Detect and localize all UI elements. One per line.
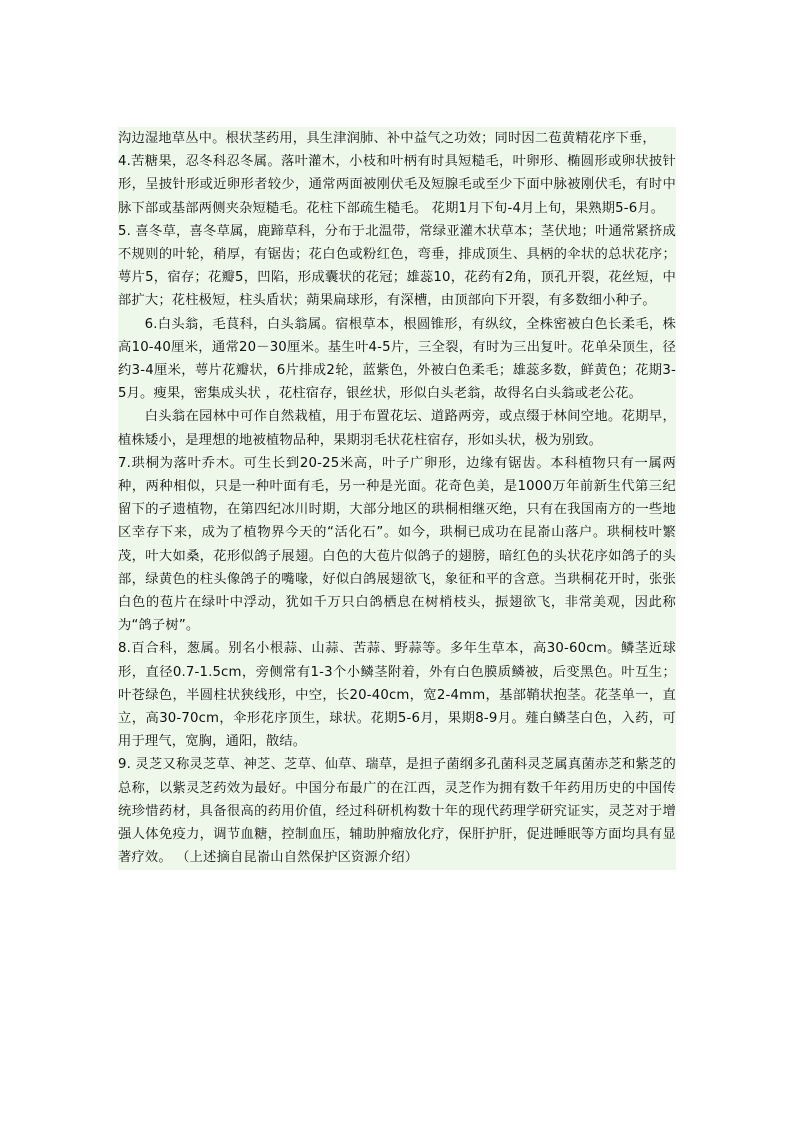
document-body: [118, 127, 676, 870]
paragraph-4: 6.白头翁，毛茛科，白头翁属。宿根草本，根圆锥形，有纵纹，全株密被白色长柔毛，株高10-40厘米，通常20－30厘米。基生叶4-5片，三全裂，有时为三出复叶。花单朵顶生，径约3-4厘米，萼片花瓣状，6片排成2轮，蓝紫色，外被白色柔毛；雄蕊多数，鲜黄色；花期3-5月。瘦果，密集成头状 ，花柱宿存，银丝状，形似白头老翁，故得名白头翁或老公花。: [118, 316, 676, 402]
paragraph-8: 9. 灵芝又称灵芝草、神芝、芝草、仙草、瑞草，是担子菌纲多孔菌科灵芝属真菌赤芝和紫芝的总称，以紫灵芝药效为最好。中国分布最广的在江西，灵芝作为拥有数千年药用历史的中国传统珍惜药材，具备很高的药用价值，经过科研机构数十年的现代药理学研究证实，灵芝对于增强人体免疫力，调节血糖，控制血压，辅助肿瘤放化疗，保肝护肝，促进睡眠等方面均具有显著疗效。 （上述摘自昆嵛山自然保护区资源介绍）: [118, 757, 676, 866]
paragraph-1: 沟边湿地草丛中。根状茎药用，具生津润肺、补中益气之功效；同时因二苞黄精花序下垂，: [118, 131, 656, 146]
paragraph-6: 7.珙桐为落叶乔木。可生长到20-25米高，叶子广卵形，边缘有锯齿。本科植物只有一属两种，两种相似，只是一种叶面有毛，另一种是光面。花奇色美，是1000万年前新生代第三纪留下的孑遗植物，在第四纪冰川时期，大部分地区的珙桐相继灭绝，只有在我国南方的一些地区幸存下来，成为了植物界今天的“活化石”。如今，珙桐已成功在昆嵛山落户。珙桐枝叶繁茂，叶大如桑，花形似鸽子展翅。白色的大苞片似鸽子的翅膀，暗红色的头状花序如鸽子的头部，绿黄色的柱头像鸽子的嘴喙，好似白鸽展翅欲飞，象征和平的含意。当珙桐花开时，张张白色的苞片在绿叶中浮动，犹如千万只白鸽栖息在树梢枝头，振翅欲飞，非常美观，因此称为“鸽子树”。: [118, 455, 676, 634]
paragraph-3: 5. 喜冬草，喜冬草属，鹿蹄草科，分布于北温带，常绿亚灌木状草本；茎伏地；叶通常紧挤成不规则的叶轮，稍厚，有锯齿；花白色或粉红色，弯垂，排成顶生、具柄的伞状的总状花序；萼片5，宿存；花瓣5，凹陷，形成囊状的花冠；雄蕊10，花药有2角，顶孔开裂，花丝短，中部扩大；花柱极短，柱头盾状；蒴果扁球形，有深槽，由顶部向下开裂，有多数细小种子。: [118, 223, 676, 309]
paragraph-5: 白头翁在园林中可作自然栽植，用于布置花坛、道路两旁，或点缀于林间空地。花期早，植株矮小，是理想的地被植物品种，果期羽毛状花柱宿存，形如头状，极为别致。: [118, 409, 676, 448]
paragraph-7: 8.百合科，葱属。别名小根蒜、山蒜、苦蒜、野蒜等。多年生草本，高30-60cm。鳞茎近球形，直径0.7-1.5cm，旁侧常有1-3个小鳞茎附着，外有白色膜质鳞被，后变黑色。叶互生；叶苍绿色，半圆柱状狭线形，中空，长20-40cm，宽2-4mm，基部鞘状抱茎。花茎单一，直立，高30-70cm，伞形花序顶生，球状。花期5-6月，果期8-9月。薤白鳞茎白色，入药，可用于理气，宽胸，通阳，散结。: [118, 641, 676, 750]
paragraph-2: 4.苦糖果，忍冬科忍冬属。落叶灌木，小枝和叶柄有时具短糙毛，叶卵形、椭圆形或卵状披针形，呈披针形或近卵形者较少，通常两面被刚伏毛及短腺毛或至少下面中脉被刚伏毛，有时中脉下部或基部两侧夹杂短糙毛。花柱下部疏生糙毛。 花期1月下旬-4月上旬，果熟期5-6月。: [118, 154, 676, 216]
